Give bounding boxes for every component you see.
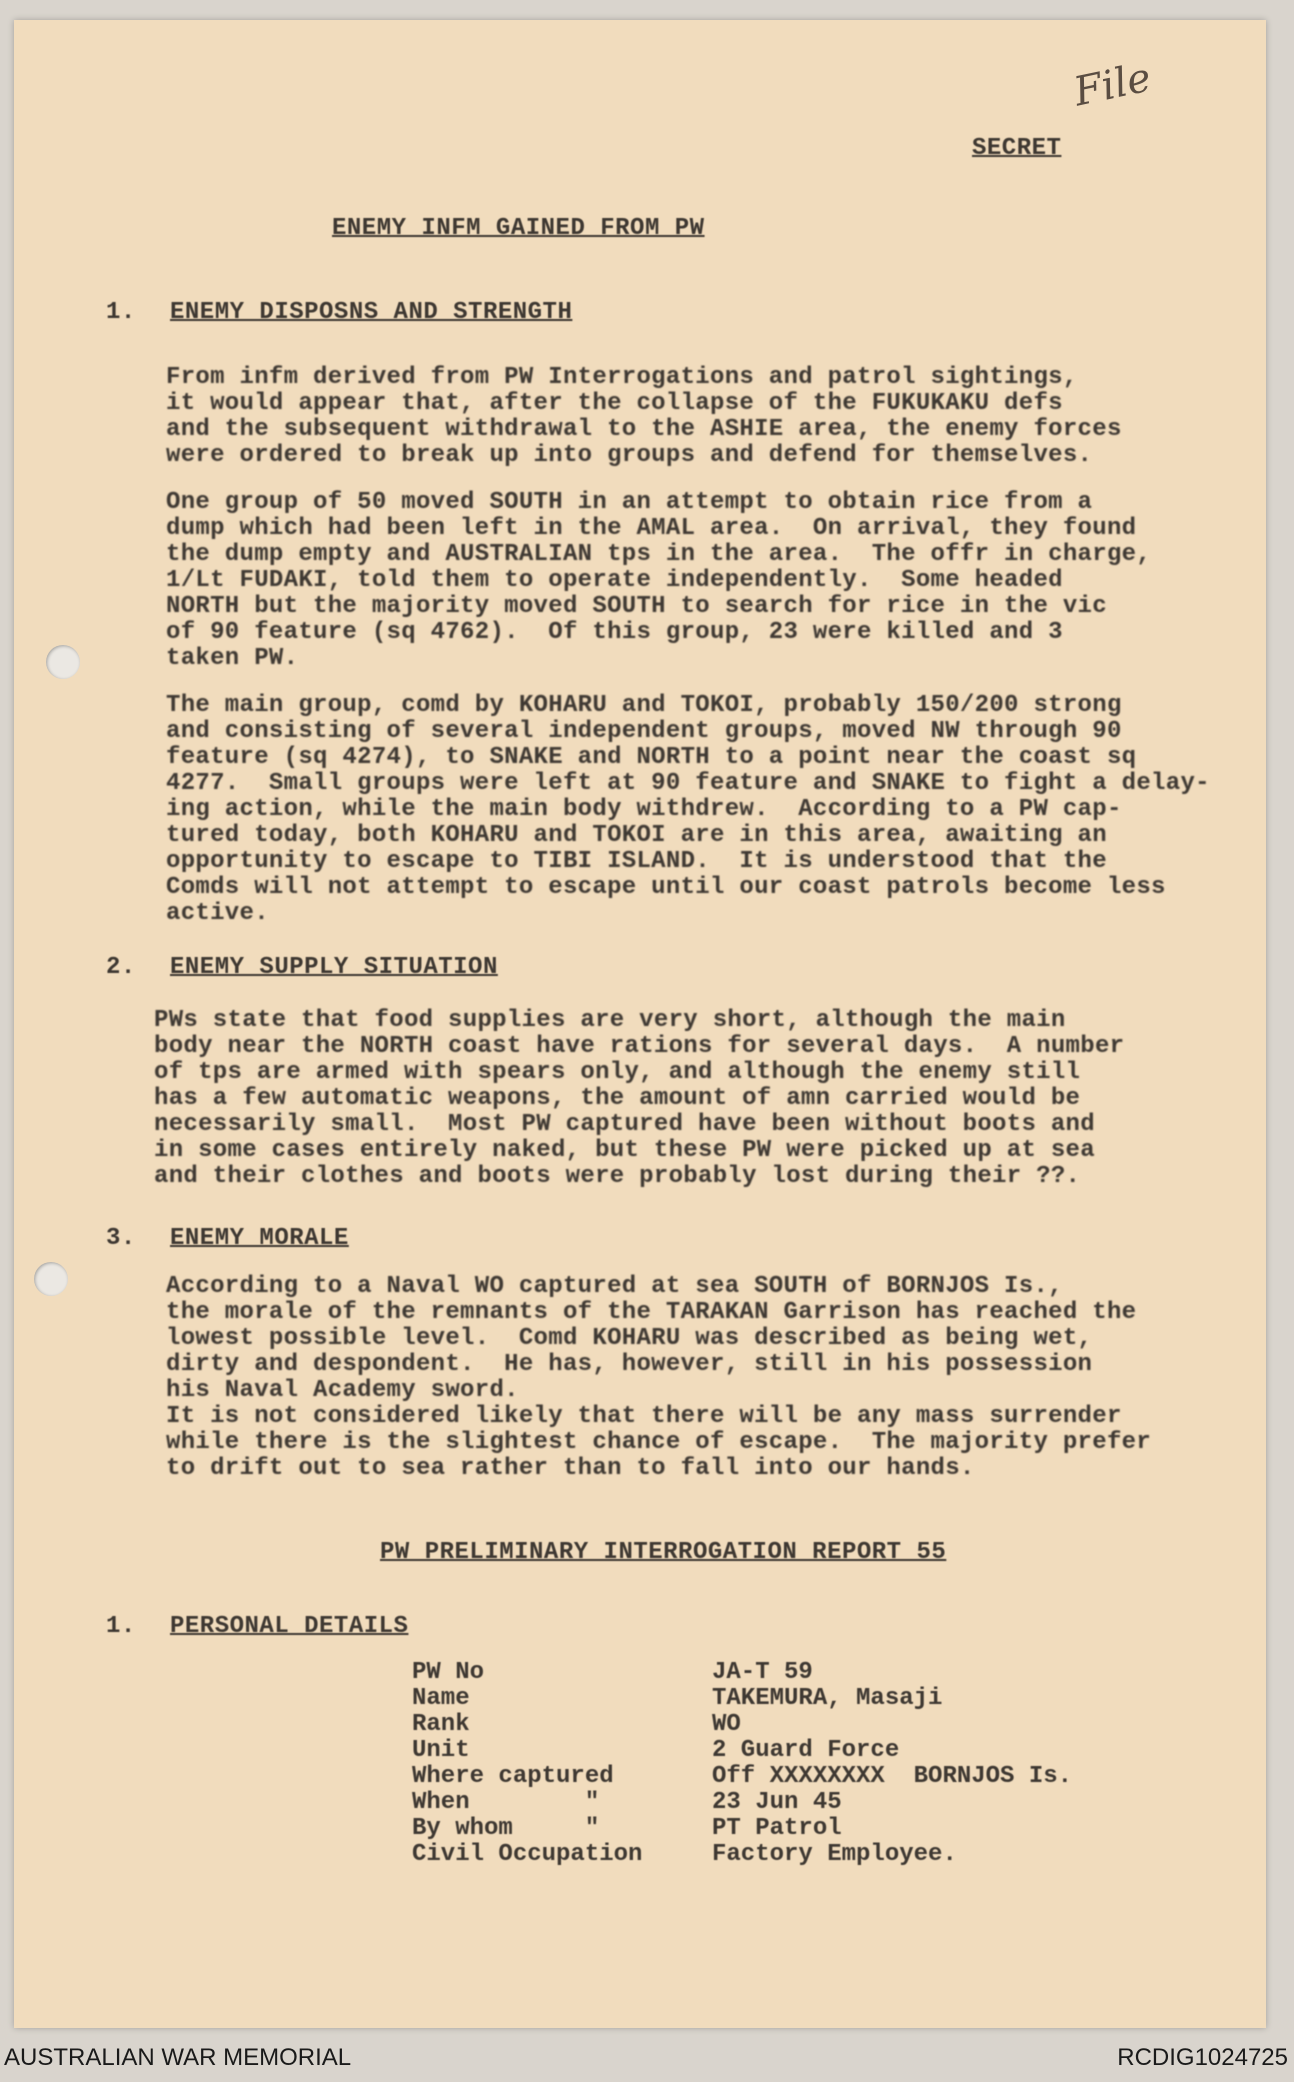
detail-row (412, 1790, 1072, 1816)
document-title: ENEMY INFM GAINED FROM PW (332, 215, 705, 242)
detail-label: Unit (412, 1737, 470, 1764)
detail-value: TAKEMURA, Masaji (712, 1685, 943, 1712)
detail-row (412, 1764, 1072, 1790)
section-3-paragraph: According to a Naval WO captured at sea SOUTH of BORNJOS Is., the morale of the remnants of the TARAKAN Garrison has reached the lowest possible level. Comd KOHARU was described as being wet, dirty and despondent. He has, however, still in his possession his Naval Academy sword. It is not considered likely that there will be any mass surrender while there is the slightest chance of escape. The majority prefer to drift out to sea rather than to fall into our hands. (166, 1273, 1152, 1482)
detail-label: By whom " (412, 1815, 600, 1842)
detail-value: 23 Jun 45 (712, 1789, 842, 1816)
section-1-paragraph-1: From infm derived from PW Interrogations and patrol sightings, it would appear that, after the collapse of the FUKUKAKU defs and the subsequent withdrawal to the ASHIE area, the enemy forces were ordered to break up into groups and defend for themselves. (166, 364, 1122, 469)
punch-hole-top (46, 645, 80, 679)
detail-label: When " (412, 1789, 600, 1816)
section-2-paragraph: PWs state that food supplies are very short, although the main body near the NORTH coast have rations for several days. A number of tps are armed with spears only, and although the enemy still has a few automatic weapons, the amount of amn carried would be necessarily small. Most PW captured have been without boots and in some cases entirely naked, but these PW were picked up at sea and their clothes and boots were probably lost during their ??. (154, 1007, 1125, 1190)
section-3-number: 3. (106, 1225, 136, 1252)
detail-label: Where captured (412, 1763, 614, 1790)
handwritten-annotation: File (1070, 54, 1155, 116)
detail-value: JA-T 59 (712, 1659, 813, 1686)
classification-label: SECRET (972, 135, 1062, 162)
detail-value: 2 Guard Force (712, 1737, 900, 1764)
footer-institution: AUSTRALIAN WAR MEMORIAL (4, 2044, 352, 2071)
detail-label: Name (412, 1685, 470, 1712)
report-section-heading: PERSONAL DETAILS (170, 1613, 409, 1640)
document-page (14, 20, 1266, 2028)
detail-label: PW No (412, 1659, 485, 1686)
personal-details-table (412, 1660, 1072, 1868)
report-title: PW PRELIMINARY INTERROGATION REPORT 55 (380, 1539, 947, 1566)
section-1-number: 1. (106, 299, 136, 326)
detail-row (412, 1842, 1072, 1868)
detail-row (412, 1738, 1072, 1764)
section-1-paragraph-3: The main group, comd by KOHARU and TOKOI, probably 150/200 strong and consisting of several independent groups, moved NW through 90 feature (sq 4274), to SNAKE and NORTH to a point near the coast sq 4277. Small groups were left at 90 feature and SNAKE to fight a delay- ing action, while the main body withdrew. According to a PW cap- tured today, both KOHARU and TOKOI are in this area, awaiting an opportunity to escape to TIBI ISLAND. It is understood that the Comds will not attempt to escape until our coast patrols become less active. (166, 692, 1210, 927)
detail-value: Factory Employee. (712, 1841, 957, 1868)
section-2-heading: ENEMY SUPPLY SITUATION (170, 954, 498, 981)
section-2-number: 2. (106, 954, 136, 981)
detail-label: Rank (412, 1711, 470, 1738)
report-section-number: 1. (106, 1613, 136, 1640)
detail-row (412, 1660, 1072, 1686)
footer-record-id: RCDIG1024725 (1117, 2044, 1288, 2071)
detail-value: PT Patrol (712, 1815, 842, 1842)
detail-row (412, 1686, 1072, 1712)
detail-value: WO (712, 1711, 741, 1738)
detail-value: Off XXXXXXXX BORNJOS Is. (712, 1763, 1073, 1790)
section-3-heading: ENEMY MORALE (170, 1225, 349, 1252)
detail-label: Civil Occupation (412, 1841, 643, 1868)
detail-row (412, 1816, 1072, 1842)
punch-hole-bottom (34, 1262, 68, 1296)
section-1-heading: ENEMY DISPOSNS AND STRENGTH (170, 299, 573, 326)
section-1-paragraph-2: One group of 50 moved SOUTH in an attempt to obtain rice from a dump which had been left in the AMAL area. On arrival, they found the dump empty and AUSTRALIAN tps in the area. The offr in charge, 1/Lt FUDAKI, told them to operate independently. Some headed NORTH but the majority moved SOUTH to search for rice in the vic of 90 feature (sq 4762). Of this group, 23 were killed and 3 taken PW. (166, 489, 1152, 672)
detail-row (412, 1712, 1072, 1738)
